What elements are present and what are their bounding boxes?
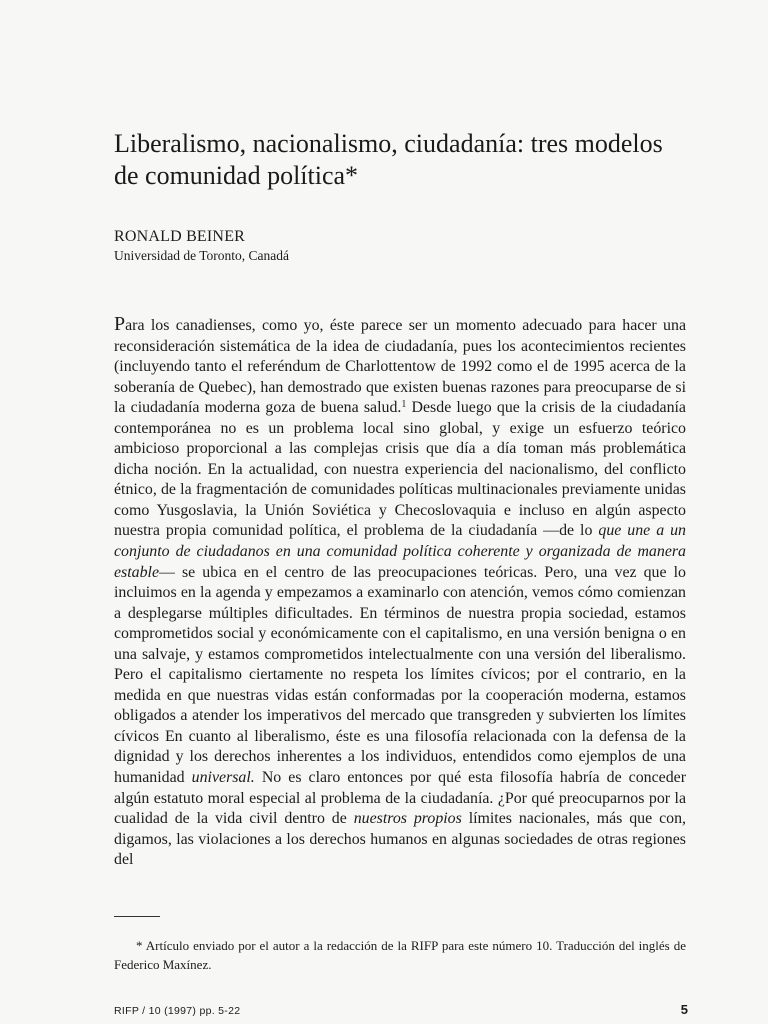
author-name: RONALD BEINER xyxy=(114,228,246,245)
article-title xyxy=(114,128,714,192)
body-part-2: Desde luego que la crisis de la ciudadanía contemporánea no es un problema local sino global, y exige un esfuerzo teórico ambicioso proporcional a las complejas crisis que día a día toman más problemática dicha noción. En la actualidad, con nuestra experiencia del nacionalismo, del conflicto étnico, de la fragmentación de comunidades políticas multinacionales previamente unidas como Yusgoslavia, la Unión Soviética y Checoslovaquia e incluso en algún aspecto nuestra propia comunidad política, el problema de la ciudadanía —de lo xyxy=(114,399,686,540)
body-italic-3: nuestros propios xyxy=(353,810,462,828)
body-part-4: No es claro entonces por qué esta filosofía habría de conceder algún estatuto moral especial al problema de la ciudadanía. ¿Por qué preocuparnos por la cualidad de la vida civil dentro de xyxy=(114,769,686,828)
body-part-3: — se ubica en el centro de las preocupaciones teóricas. Pero, una vez que lo incluimos en la agenda y empezamos a examinarlo con atención, vemos cómo comienzan a desplegarse múltiples dificultades. En términos de nuestra propia sociedad, estamos comprometidos social y económicamente con el capitalismo, en una versión benigna o en una salvaje, y estamos comprometidos intelectualmente con una versión del liberalismo. Pero el capitalismo ciertamente no respeta los límites cívicos; por el contrario, en la medida en que nuestras vidas están conformadas por la cooperación moderna, estamos obligados a atender los imperativos del mercado que transgreden y subvierten los límites cívicos En cuanto al liberalismo, éste es una filosofía relacionada con la defensa de la dignidad y los derechos inherentes a los individuos, entendidos como ejemplos de una humanidad xyxy=(114,563,686,787)
footnote xyxy=(114,937,686,974)
drop-cap: P xyxy=(114,313,126,335)
body-part-5: límites nacionales, más que con, digamos, las violaciones a los derechos humanos en algunas sociedades de otras regiones del xyxy=(114,810,686,869)
footnote-text: * Artículo enviado por el autor a la redacción de la RIFP para este número 10. Traducción del inglés de Federico Maxínez. xyxy=(114,938,686,972)
author-affiliation: Universidad de Toronto, Canadá xyxy=(114,248,290,263)
body-italic-1: que une a un conjunto de ciudadanos en una comunidad política coherente y organizada de manera estable xyxy=(114,522,686,581)
body-part-1: ara los canadienses, como yo, éste parece ser un momento adecuado para hacer una reconsideración sistemática de la idea de ciudadanía, pues los acontecimientos recientes (incluyendo tanto el referéndum de Charlottentow de 1992 como el de 1995 acerca de la soberanía de Quebec), han demostrado que existen buenas razones para preocuparse de si la ciudadanía moderna goza de buena salud. xyxy=(114,317,686,417)
title-line-2: de comunidad política* xyxy=(114,161,359,190)
footnote-ref: 1 xyxy=(401,399,407,411)
journal-citation: RIFP / 10 (1997) pp. 5-22 xyxy=(114,1005,241,1017)
footnote-rule xyxy=(114,916,160,917)
body-text xyxy=(114,314,686,871)
title-line-1: Liberalismo, nacionalismo, ciudadanía: tres modelos xyxy=(114,129,663,158)
page-number: 5 xyxy=(680,1002,688,1017)
body-italic-2: universal. xyxy=(191,769,255,787)
